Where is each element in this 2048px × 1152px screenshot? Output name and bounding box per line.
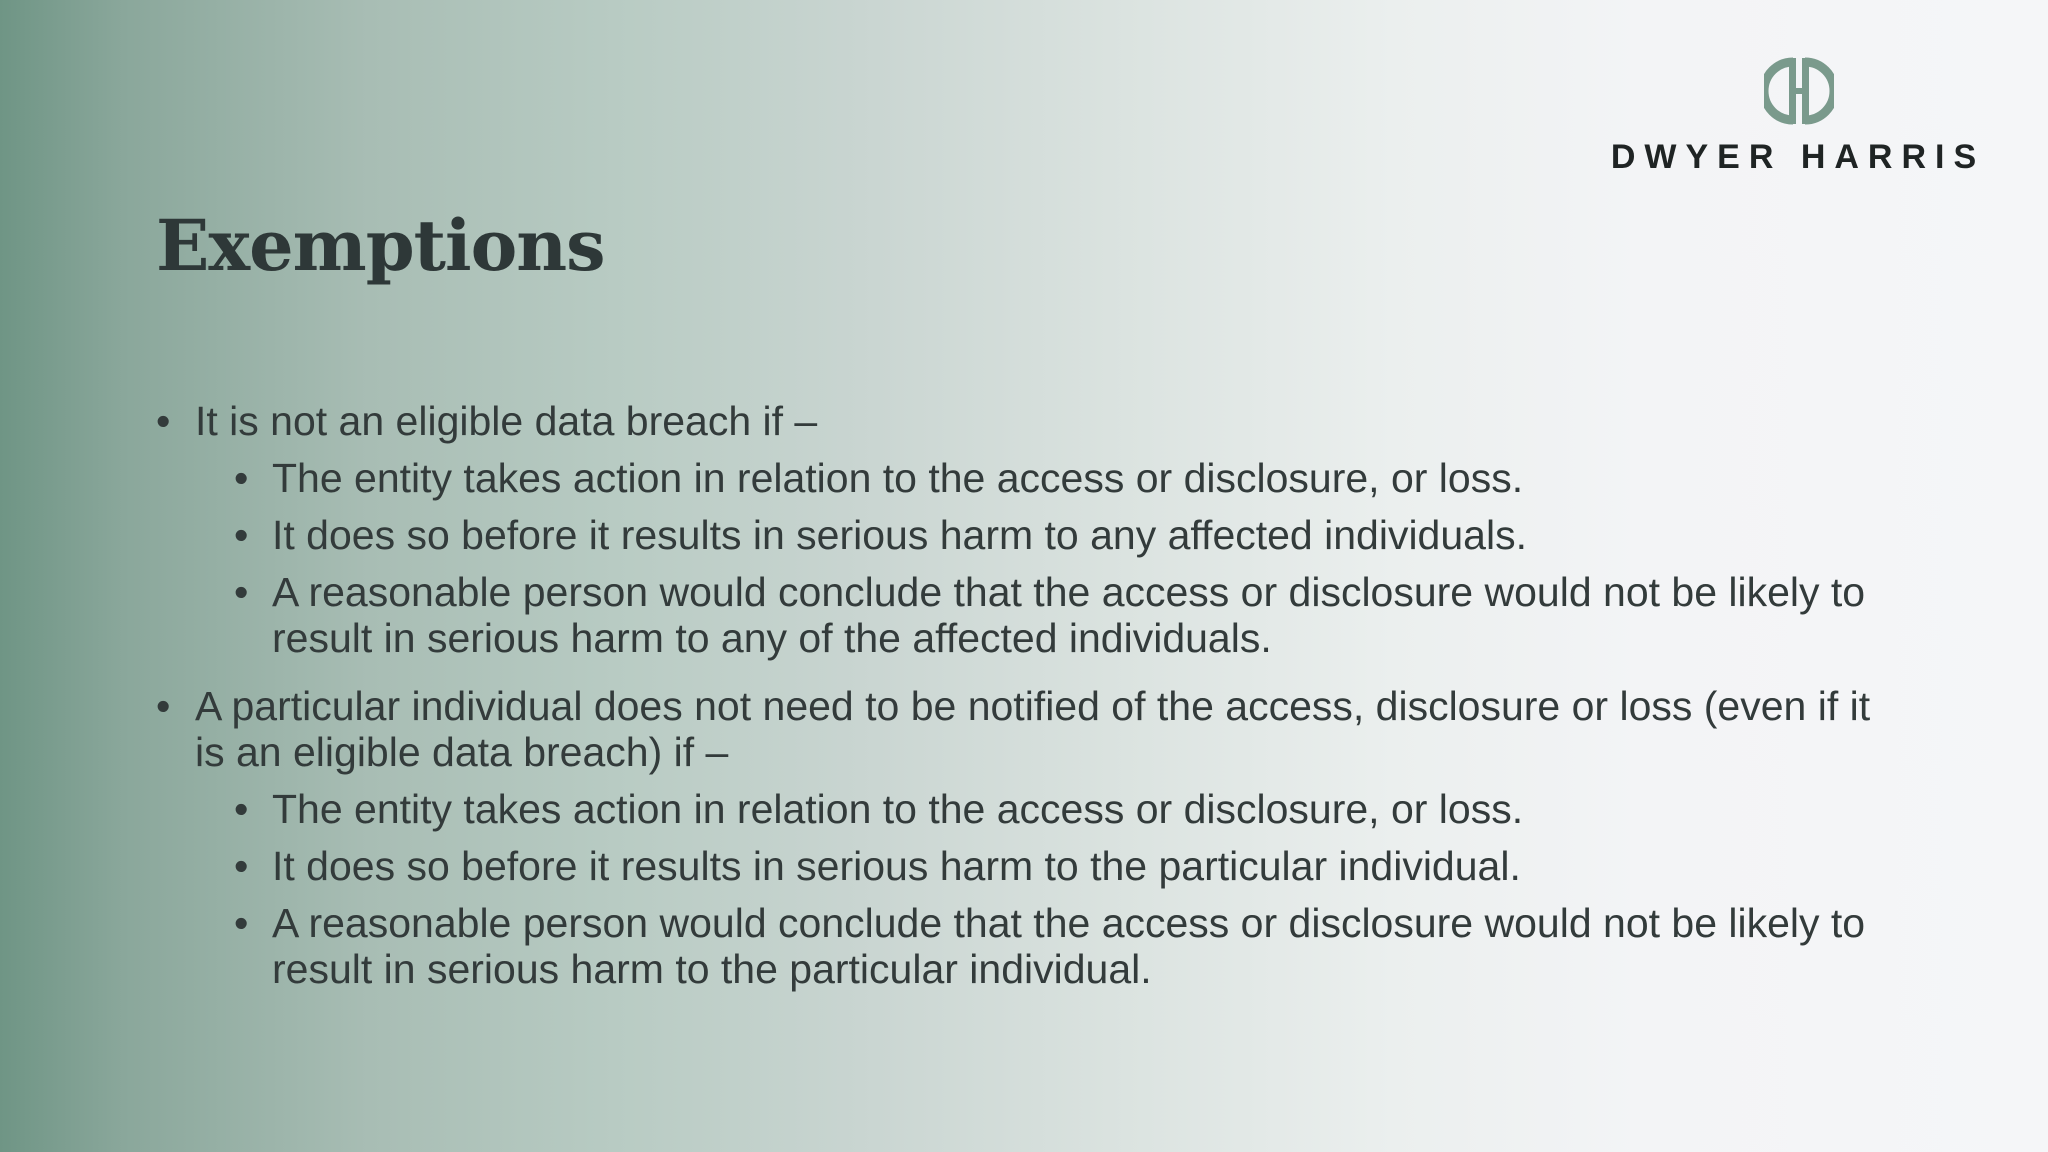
bullet-list <box>156 398 1896 1014</box>
bullet-icon: • <box>234 512 249 558</box>
sub-bullet-text: The entity takes action in relation to the access or disclosure, or loss. <box>272 786 1524 832</box>
bullet-item <box>156 683 1896 992</box>
sub-bullet-item <box>234 455 1896 501</box>
sub-bullet-item <box>234 512 1896 558</box>
bullet-icon: • <box>234 786 249 832</box>
bullet-text: A particular individual does not need to be notified of the access, disclosure or loss (even if it is an eligible data breach) if – <box>195 683 1871 775</box>
slide-title: Exemptions <box>156 204 605 287</box>
sub-bullet-item <box>234 786 1896 832</box>
bullet-icon: • <box>156 683 171 729</box>
sub-bullet-item <box>234 900 1896 992</box>
bullet-icon: • <box>234 455 249 501</box>
sub-bullet-text: It does so before it results in serious harm to the particular individual. <box>272 843 1521 889</box>
sub-bullet-text: The entity takes action in relation to the access or disclosure, or loss. <box>272 455 1524 501</box>
dh-monogram-icon <box>1764 56 1834 126</box>
bullet-text: It is not an eligible data breach if – <box>195 398 818 444</box>
sub-bullet-text: A reasonable person would conclude that the access or disclosure would not be likely to result in serious harm to the particular individual. <box>272 900 1866 992</box>
bullet-icon: • <box>234 900 249 946</box>
sub-bullet-item <box>234 843 1896 889</box>
sub-bullet-list <box>195 455 1896 661</box>
sub-bullet-text: A reasonable person would conclude that the access or disclosure would not be likely to result in serious harm to any of the affected individuals. <box>272 569 1866 661</box>
logo-wordmark: DWYER HARRIS <box>1610 138 1986 176</box>
sub-bullet-text: It does so before it results in serious harm to any affected individuals. <box>272 512 1527 558</box>
sub-bullet-list <box>195 786 1896 992</box>
bullet-item <box>156 398 1896 661</box>
sub-bullet-item <box>234 569 1896 661</box>
bullet-icon: • <box>234 569 249 615</box>
bullet-icon: • <box>234 843 249 889</box>
bullet-icon: • <box>156 398 171 444</box>
dwyer-harris-logo <box>1608 52 1988 182</box>
